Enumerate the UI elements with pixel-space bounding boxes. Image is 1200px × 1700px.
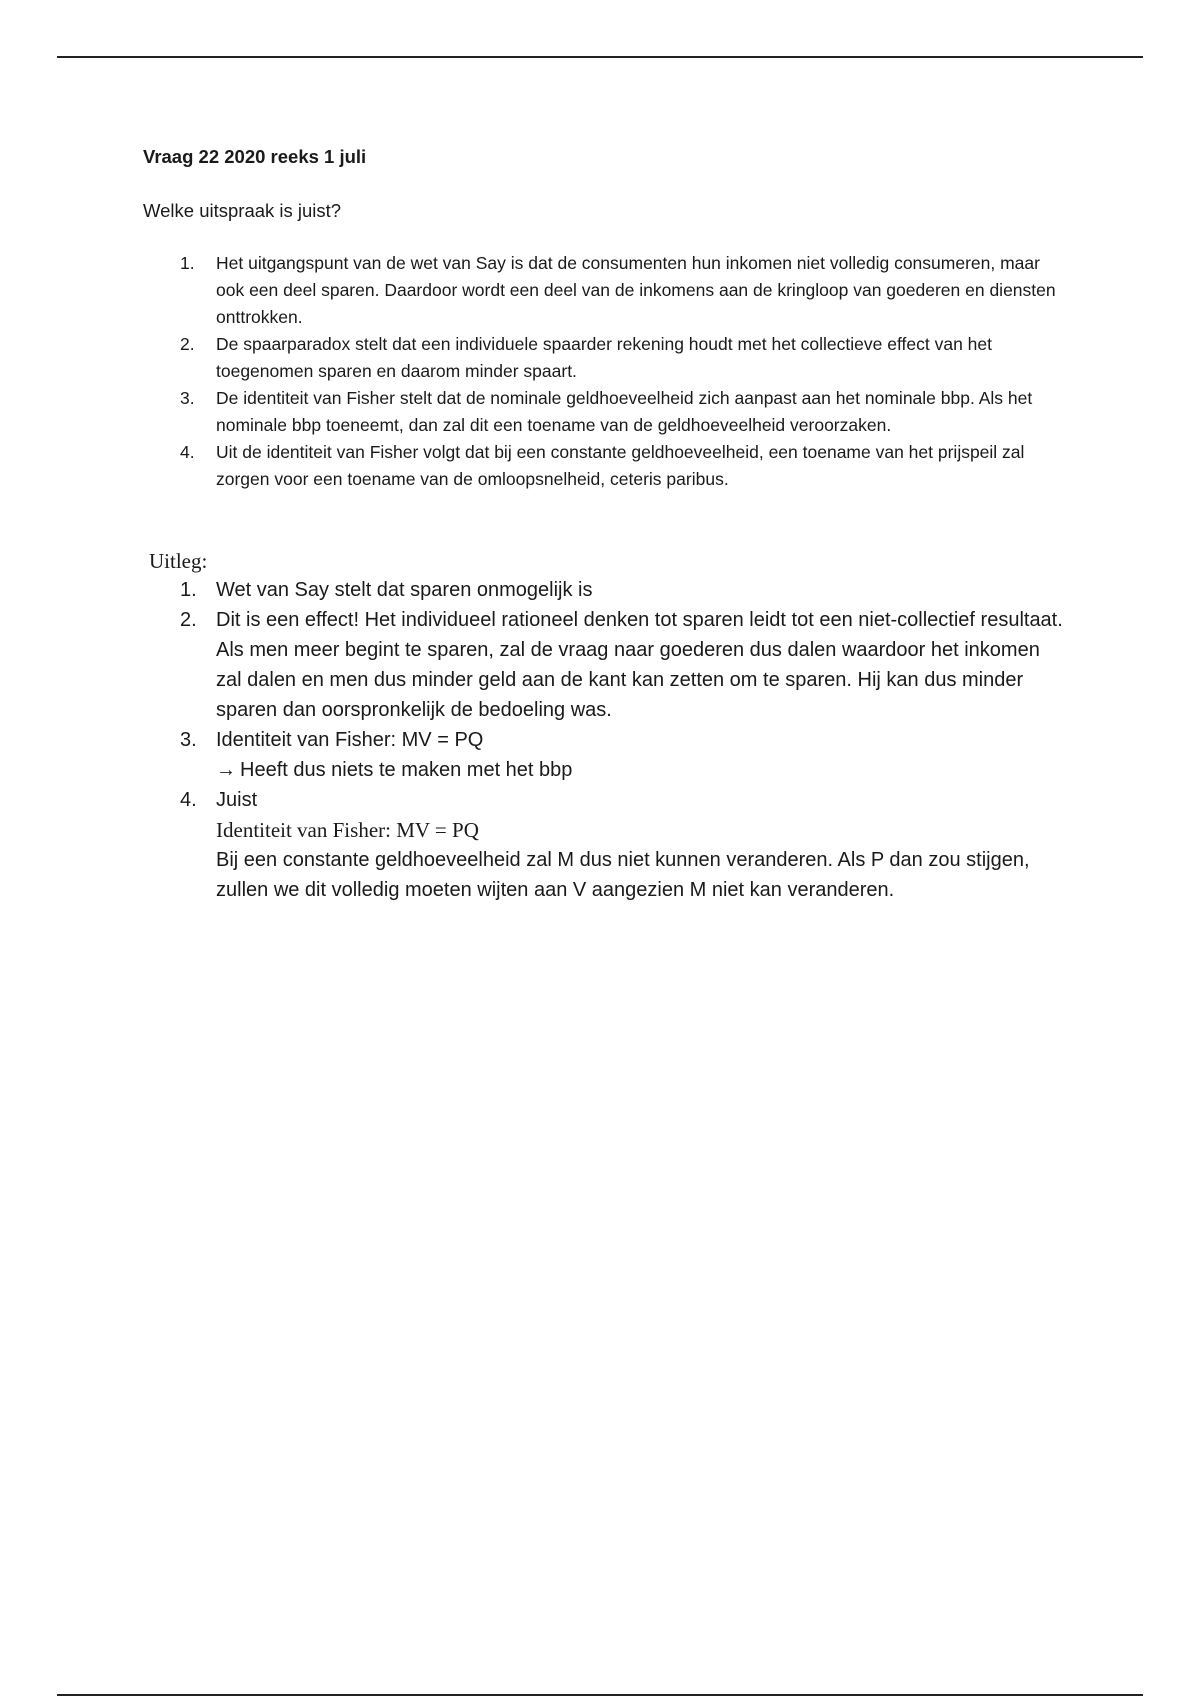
option-number: 1.: [180, 253, 195, 273]
answer-option: [143, 250, 1063, 331]
option-number: 4.: [180, 442, 195, 462]
option-text: Uit de identiteit van Fisher volgt dat bij een constante geldhoeveelheid, een toename van het prijspeil zal zorgen voor een toename van de omloopsnelheid, ceteris paribus.: [216, 442, 1025, 489]
explanation-number: 3.: [180, 729, 197, 751]
explanation-number: 1.: [180, 579, 197, 601]
explanation-item: [143, 605, 1063, 725]
option-text: Het uitgangspunt van de wet van Say is dat de consumenten hun inkomen niet volledig consumeren, maar ook een deel sparen. Daardoor wordt een deel van de inkomens aan de kringloop van goederen en diensten onttrokken.: [216, 253, 1056, 327]
explanation-subtext: Bij een constante geldhoeveelheid zal M dus niet kunnen veranderen. Als P dan zou stijgen, zullen we dit volledig moeten wijten aan V aangezien M niet kan veranderen.: [216, 849, 1030, 901]
explanation-text: Juist: [216, 789, 258, 811]
explanation-text: Wet van Say stelt dat sparen onmogelijk is: [216, 579, 593, 601]
explanation-subtext: Heeft dus niets te maken met het bbp: [240, 759, 573, 781]
option-text: De identiteit van Fisher stelt dat de nominale geldhoeveelheid zich aanpast aan het nominale bbp. Als het nominale bbp toeneemt, dan zal dit een toename van de geldhoeveelheid veroorzaken.: [216, 388, 1033, 435]
answer-option: [143, 331, 1063, 385]
option-text: De spaarparadox stelt dat een individuele spaarder rekening houdt met het collectieve effect van het toegenomen sparen en daarom minder spaart.: [216, 334, 992, 381]
option-number: 2.: [180, 334, 195, 354]
explanation-number: 2.: [180, 609, 197, 631]
explanation-text: Dit is een effect! Het individueel rationeel denken tot sparen leidt tot een niet-collectief resultaat. Als men meer begint te sparen, zal de vraag naar goederen dus dalen waardoor het inkomen zal dalen en men dus minder geld aan de kant kan zetten om te sparen. Hij kan dus minder sparen dan oorspronkelijk de bedoeling was.: [216, 609, 1063, 721]
document-body: [143, 142, 1063, 905]
explanation-subline: [216, 755, 1063, 785]
explanation-list: [143, 575, 1063, 905]
explanation-item: [143, 785, 1063, 905]
right-arrow-icon: →: [216, 759, 236, 781]
explanation-formula: Identiteit van Fisher: MV = PQ: [216, 818, 479, 842]
answer-option: [143, 385, 1063, 439]
explanation-number: 4.: [180, 789, 197, 811]
explanation-item: [143, 725, 1063, 785]
explanation-text: Identiteit van Fisher: MV = PQ: [216, 729, 484, 751]
bottom-rule: [57, 1694, 1143, 1696]
question-title: Vraag 22 2020 reeks 1 juli: [143, 146, 367, 167]
answer-options-list: [143, 250, 1063, 493]
answer-option: [143, 439, 1063, 493]
question-prompt: Welke uitspraak is juist?: [143, 200, 342, 221]
option-number: 3.: [180, 388, 195, 408]
top-rule: [57, 56, 1143, 58]
explanation-item: [143, 575, 1063, 605]
explanation-title: Uitleg:: [149, 549, 208, 573]
